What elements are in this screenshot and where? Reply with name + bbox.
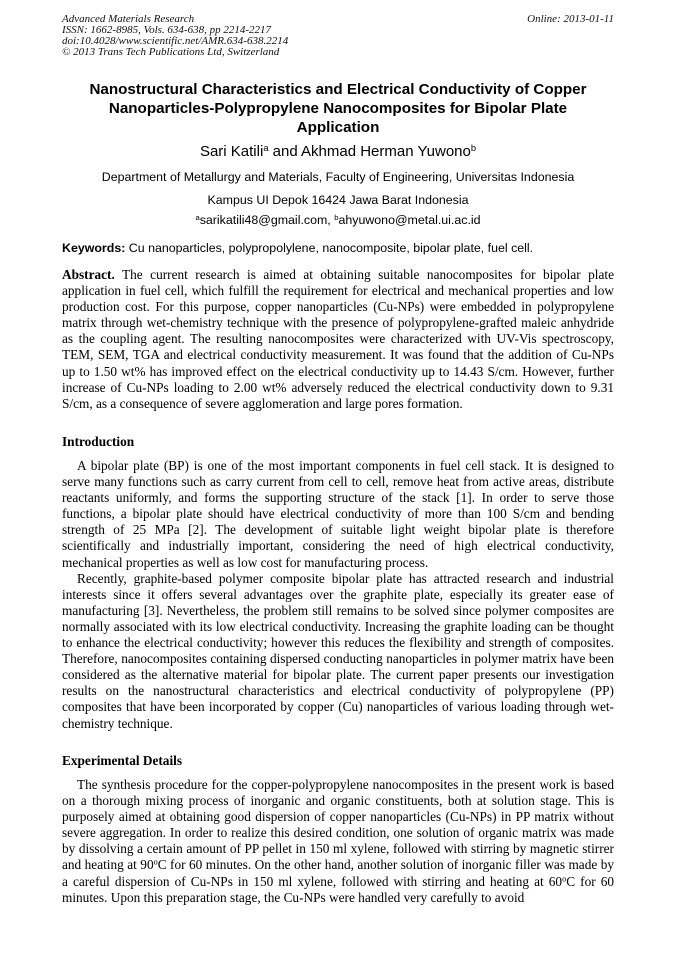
journal-copyright: © 2013 Trans Tech Publications Ltd, Switzerland [62, 46, 280, 58]
title-line-3: Application [296, 119, 380, 136]
abstract-label: Abstract. [62, 267, 115, 282]
email-2-mark: b [334, 212, 339, 222]
journal-header [62, 14, 614, 58]
experimental-paragraph-1 [62, 777, 614, 906]
journal-name: Advanced Materials Research [62, 13, 195, 25]
section-heading-experimental: Experimental Details [62, 753, 183, 768]
paper-title [62, 80, 614, 137]
affiliation-address: Kampus UI Depok 16424 Jawa Barat Indonesia [207, 193, 469, 207]
intro-paragraph-2: Recently, graphite-based polymer composite bipolar plate has attracted research and industrial interests since it offers several advantages over the graphite plate, especially its greater ease of manufacturing [3]. Nevertheless, the problem still remains to be solved since polymer composites are normally associated with its low electrical conductivity. Increasing the graphite loading can be thought to enhance the electrical conductivity; however this reduces the flexibility and strength of composites. Therefore, nanocomposites containing dispersed conducting nanoparticles in polymer matrix have been considered as the alternative material for bipolar plate. The current paper presents our investigation results on the nanostructural characteristics and electrical conductivity of polypropylene (PP) composites that have been incorporated by copper (Cu) nanoparticles of various loading through wet-chemistry technique. [62, 570, 614, 731]
online-date: Online: 2013-01-11 [527, 13, 614, 25]
email-2[interactable]: ahyuwono@metal.ui.ac.id [338, 213, 481, 227]
abstract-text: The current research is aimed at obtaining suitable nanocomposites for bipolar plate application in fuel cell, which fulfill the requirement for electrical and mechanical properties and low production cost. For this purpose, copper nanoparticles (Cu-NPs) were embedded in polypropylene matrix through wet-chemistry technique with the presence of polypropylene-grafted maleic anhydride as the coupling agent. The resulting nanocomposites were characterized with UV-Vis spectroscopy, TEM, SEM, TGA and electrical conductivity measurement. It was found that the addition of Cu-NPs up to 1.50 wt% has improved effect on the electrical conductivity up to 14.43 S/cm. However, further increase of Cu-NPs loading to 2.00 wt% adversely reduced the electrical conductivity down to 9.31 S/cm, as a consequence of severe agglomeration and large pores formation. [62, 267, 614, 411]
journal-doi[interactable]: doi:10.4028/www.scientific.net/AMR.634-638.2214 [62, 35, 289, 47]
author-1-affil-mark: a [263, 142, 269, 153]
author-emails [62, 213, 614, 227]
email-1-mark: a [195, 212, 200, 222]
abstract [62, 267, 614, 412]
author-joiner: and [268, 143, 302, 160]
title-line-1: Nanostructural Characteristics and Electrical Conductivity of Copper [89, 81, 587, 98]
experimental-text-part-2: C for 60 minutes. On the other hand, another solution of inorganic filler was made by a careful dispersion of Cu-NPs in 150 ml xylene, followed with stirring and heating at 60 [62, 857, 614, 889]
degree-mark-2: o [562, 874, 567, 884]
email-1[interactable]: sarikatili48@gmail.com, [199, 213, 335, 227]
author-1: Sari Katili [199, 143, 264, 160]
section-body-experimental [62, 777, 614, 906]
keywords [62, 241, 614, 255]
author-list [62, 143, 614, 161]
journal-issn: ISSN: 1662-8985, Vols. 634-638, pp 2214-2217 [62, 24, 271, 36]
section-heading-introduction: Introduction [62, 434, 135, 449]
intro-paragraph-1: A bipolar plate (BP) is one of the most important components in fuel cell stack. It is designed to serve many functions such as carry current from cell to cell, remove heat from active areas, distribute reactants uniformly, and forms the supporting structure of the stack [1]. In order to serve those functions, a bipolar plate should have electrical conductivity of more than 100 S/cm and bending strength of 25 MPa [2]. The development of suitable light weight bipolar plate is therefore scientifically and industrially important, considering the need of high electrical conductivity, mechanical properties as well as low cost for manufacturing process. [62, 458, 614, 570]
author-2: Akhmad Herman Yuwono [301, 143, 471, 160]
degree-mark-1: o [153, 857, 158, 867]
title-line-2: Nanoparticles-Polypropylene Nanocomposites for Bipolar Plate [108, 100, 568, 117]
section-body-introduction [62, 458, 614, 732]
keywords-text: Cu nanoparticles, polypropolylene, nanocomposite, bipolar plate, fuel cell. [125, 241, 534, 255]
affiliation-department: Department of Metallurgy and Materials, Faculty of Engineering, Universitas Indonesia [101, 170, 575, 184]
experimental-text-part-1: The synthesis procedure for the copper-polypropylene nanocomposites in the present work is based on a thorough mixing process of inorganic and organic constituents, both at solution stage. This is purposely aimed at obtaining good dispersion of copper nanoparticles (Cu-NPs) in PP matrix without severe aggregation. In order to realize this desired condition, one solution of organic matrix was made by dissolving a certain amount of PP pellet in 150 ml xylene, followed with stirring by magnetic stirrer and heating at 90 [62, 777, 614, 873]
author-2-affil-mark: b [470, 142, 477, 153]
keywords-label: Keywords: [62, 241, 126, 255]
experimental-text-part-3: C for 60 minutes. Upon this preparation stage, the Cu-NPs were handled very carefully to avoid [62, 873, 614, 905]
